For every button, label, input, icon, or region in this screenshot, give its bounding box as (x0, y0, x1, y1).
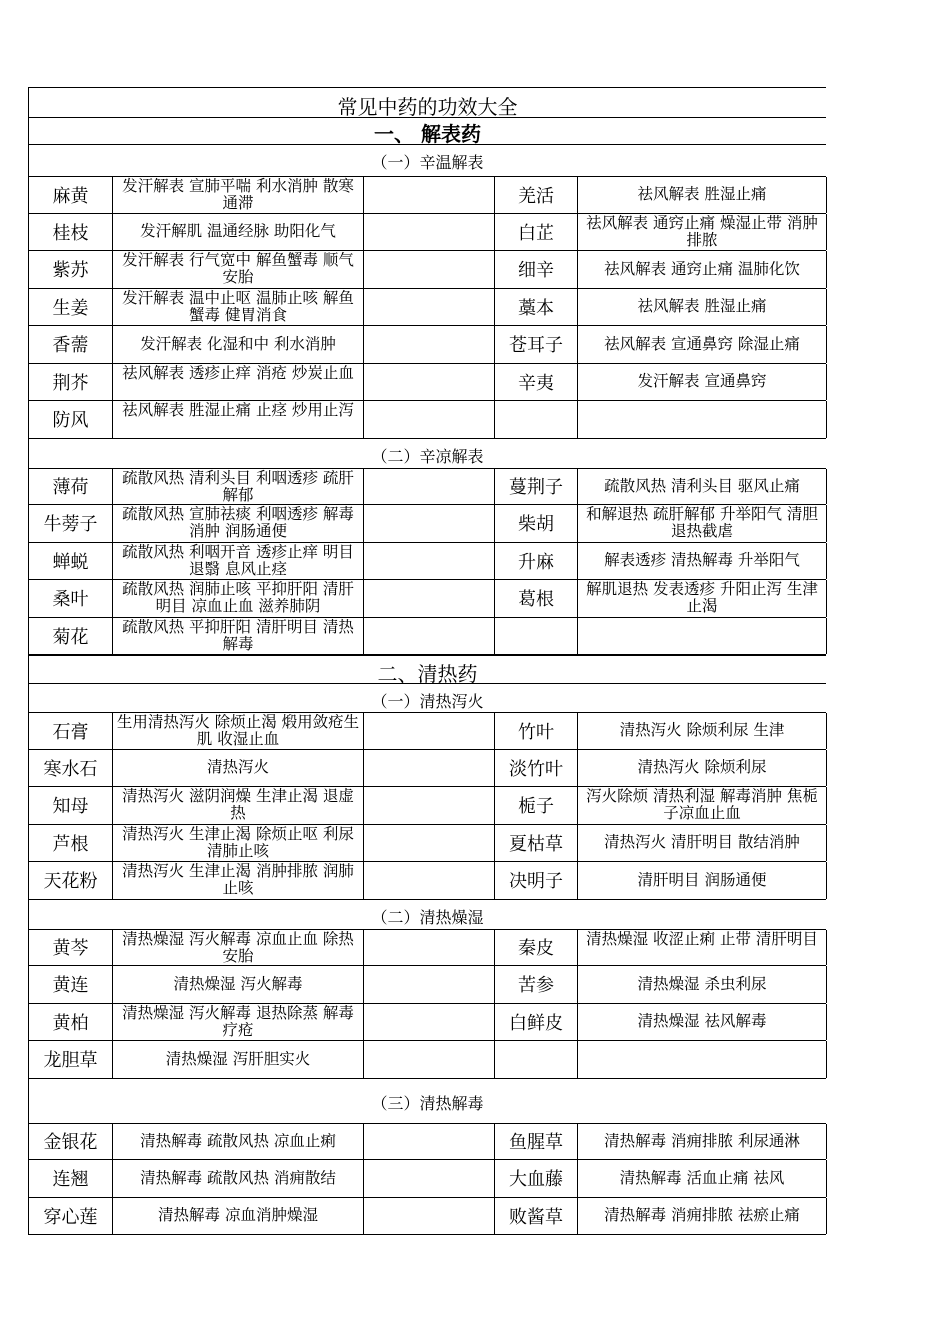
blank-cell (363, 177, 494, 213)
herb-efficacy (577, 618, 827, 655)
herb-row (28, 176, 826, 214)
group-heading-row (28, 684, 826, 712)
herb-efficacy: 发汗解表 宣通鼻窍 (577, 364, 827, 401)
herb-name: 竹叶 (494, 713, 577, 749)
herb-efficacy: 解表透疹 清热解毒 升举阳气 (577, 543, 827, 580)
herb-name: 防风 (52, 410, 89, 432)
herb-name: 芦根 (52, 833, 89, 855)
herb-efficacy: 疏散风热 利咽开音 透疹止痒 明目退翳 息风止痉 (112, 543, 363, 580)
herb-name: 桂枝 (52, 222, 89, 244)
section-heading-row (28, 655, 826, 684)
herb-name: 夏枯草 (494, 825, 577, 862)
herb-efficacy: 清热燥湿 泻火解毒 退热除蒸 解毒疗疮 (112, 1004, 363, 1041)
herb-row (28, 787, 826, 825)
herb-efficacy: 祛风解表 通窍止痛 燥湿止带 消肿排脓 (577, 214, 827, 251)
herb-name: 桑叶 (52, 589, 89, 611)
herb-row (28, 862, 826, 900)
herb-efficacy: 清热泻火 清肝明目 散结消肿 (577, 825, 827, 862)
section-heading-row (28, 117, 826, 145)
herb-row (28, 750, 826, 788)
herb-efficacy: 疏散风热 平抑肝阳 清肝明目 清热解毒 (112, 618, 363, 655)
group-heading: （三）清热解毒 (371, 1093, 484, 1113)
herb-efficacy: 清热燥湿 收涩止痢 止带 清肝明目 (577, 930, 827, 966)
group-heading: （二）清热燥湿 (371, 907, 484, 927)
blank-cell (363, 326, 494, 363)
herb-name: 牛蒡子 (43, 514, 98, 536)
herb-name: 葛根 (494, 580, 577, 617)
blank-cell (363, 966, 494, 1003)
herb-name: 升麻 (494, 543, 577, 580)
herb-name (494, 618, 577, 655)
herb-efficacy: 和解退热 疏肝解郁 升举阳气 清胆退热截虐 (577, 505, 827, 542)
herb-row (28, 712, 826, 750)
herb-efficacy (577, 1041, 827, 1078)
herb-efficacy: 清热泻火 除烦利尿 (577, 750, 827, 787)
blank-cell (363, 825, 494, 862)
blank-cell (363, 469, 494, 505)
herb-name: 大血藤 (494, 1160, 577, 1197)
herb-name: 细辛 (494, 251, 577, 288)
herb-row (28, 289, 826, 327)
herb-efficacy (577, 401, 827, 438)
blank-cell (363, 787, 494, 824)
herb-efficacy: 祛风解表 透疹止痒 消疮 炒炭止血 (112, 364, 363, 401)
section-heading: 二、清热药 (377, 662, 478, 686)
herb-efficacy: 清肝明目 润肠通便 (577, 862, 827, 899)
herb-efficacy: 清热燥湿 泻肝胆实火 (112, 1041, 363, 1078)
herb-efficacy: 发汗解肌 温通经脉 助阳化气 (112, 214, 363, 251)
herb-name: 穿心莲 (43, 1206, 98, 1228)
herb-row (28, 1123, 826, 1161)
herb-efficacy: 发汗解表 温中止呕 温肺止咳 解鱼蟹毒 健胃消食 (112, 289, 363, 326)
blank-cell (363, 251, 494, 288)
blank-cell (363, 364, 494, 401)
herb-row (28, 251, 826, 289)
herb-name: 栀子 (494, 787, 577, 824)
group-heading-row (28, 439, 826, 468)
herb-efficacy: 祛风解表 胜湿止痛 (577, 289, 827, 326)
blank-cell (363, 289, 494, 326)
blank-cell (363, 750, 494, 787)
herb-row (28, 326, 826, 364)
herb-efficacy-sheet (28, 87, 826, 1235)
herb-row (28, 618, 826, 656)
herb-name: 黄柏 (52, 1012, 89, 1034)
herb-name: 决明子 (494, 862, 577, 899)
blank-cell (363, 713, 494, 749)
herb-name: 荆芥 (52, 372, 89, 394)
herb-name: 藁本 (494, 289, 577, 326)
herb-efficacy: 清热燥湿 杀虫利尿 (577, 966, 827, 1003)
blank-cell (363, 1004, 494, 1041)
herb-name: 天花粉 (43, 871, 98, 893)
herb-efficacy: 清热解毒 疏散风热 消痈散结 (112, 1160, 363, 1197)
herb-efficacy: 清热燥湿 泻火解毒 (112, 966, 363, 1003)
herb-efficacy: 清热泻火 生津止渴 除烦止呕 利尿 清肺止咳 (112, 825, 363, 862)
herb-efficacy: 泻火除烦 清热利湿 解毒消肿 焦栀子凉血止血 (577, 787, 827, 824)
herb-name: 蔓荆子 (494, 469, 577, 505)
herb-name: 麻黄 (52, 185, 89, 207)
blank-cell (363, 401, 494, 438)
herb-efficacy: 清热泻火 除烦利尿 生津 (577, 713, 827, 749)
herb-name (494, 401, 577, 438)
sheet-title: 常见中药的功效大全 (337, 95, 518, 119)
herb-efficacy: 发汗解表 化湿和中 利水消肿 (112, 326, 363, 363)
herb-row (28, 214, 826, 252)
herb-row (28, 543, 826, 581)
herb-efficacy: 生用清热泻火 除烦止渴 煅用敛疮生肌 收湿止血 (112, 713, 363, 749)
herb-name: 寒水石 (43, 758, 98, 780)
herb-efficacy: 清热泻火 滋阴润燥 生津止渴 退虚热 (112, 787, 363, 824)
herb-row (28, 929, 826, 967)
herb-efficacy: 疏散风热 润肺止咳 平抑肝阳 清肝明目 凉血止血 滋养肺阴 (112, 580, 363, 617)
herb-name: 柴胡 (494, 505, 577, 542)
herb-row (28, 1160, 826, 1198)
herb-row (28, 825, 826, 863)
herb-efficacy: 祛风解表 胜湿止痛 止痉 炒用止泻 (112, 401, 363, 438)
herb-name: 金银花 (43, 1132, 98, 1154)
herb-name: 龙胆草 (43, 1050, 98, 1072)
group-heading: （一）清热泻火 (371, 692, 484, 711)
herb-name: 败酱草 (494, 1198, 577, 1235)
group-heading-row (28, 145, 826, 176)
herb-efficacy: 清热泻火 (112, 750, 363, 787)
blank-cell (363, 214, 494, 251)
herb-efficacy: 疏散风热 清利头目 驱风止痛 (577, 469, 827, 505)
herb-efficacy: 疏散风热 清利头目 利咽透疹 疏肝解郁 (112, 469, 363, 505)
blank-cell (363, 1198, 494, 1235)
herb-efficacy: 发汗解表 行气宽中 解鱼蟹毒 顺气安胎 (112, 251, 363, 288)
herb-row (28, 468, 826, 506)
herb-name: 生姜 (52, 297, 89, 319)
herb-row (28, 966, 826, 1004)
herb-efficacy: 祛风解表 胜湿止痛 (577, 177, 827, 213)
herb-name: 黄连 (52, 975, 89, 997)
title-row (28, 87, 826, 117)
herb-efficacy: 清热泻火 生津止渴 消肿排脓 润肺止咳 (112, 862, 363, 899)
blank-cell (363, 618, 494, 655)
herb-name: 苦参 (494, 966, 577, 1003)
herb-row (28, 1041, 826, 1079)
herb-efficacy: 祛风解表 宣通鼻窍 除湿止痛 (577, 326, 827, 363)
herb-efficacy: 疏散风热 宣肺祛痰 利咽透疹 解毒消肿 润肠通便 (112, 505, 363, 542)
herb-name: 薄荷 (52, 477, 89, 499)
herb-row (28, 580, 826, 618)
herb-efficacy: 清热解毒 消痈排脓 祛瘀止痛 (577, 1198, 827, 1235)
group-heading: （一）辛温解表 (371, 153, 484, 172)
herb-name: 苍耳子 (494, 326, 577, 363)
blank-cell (363, 543, 494, 580)
herb-row (28, 1198, 826, 1236)
blank-cell (363, 1124, 494, 1160)
herb-efficacy: 清热燥湿 祛风解毒 (577, 1004, 827, 1041)
herb-efficacy: 祛风解表 通窍止痛 温肺化饮 (577, 251, 827, 288)
blank-cell (363, 930, 494, 966)
herb-row (28, 505, 826, 543)
herb-efficacy: 清热解毒 活血止痛 祛风 (577, 1160, 827, 1197)
herb-efficacy: 清热解毒 疏散风热 凉血止痢 (112, 1124, 363, 1160)
herb-name: 知母 (52, 796, 89, 818)
herb-name: 菊花 (52, 626, 89, 648)
herb-efficacy: 发汗解表 宣肺平喘 利水消肿 散寒通滞 (112, 177, 363, 213)
blank-cell (363, 862, 494, 899)
herb-name: 紫苏 (52, 260, 89, 282)
herb-name: 淡竹叶 (494, 750, 577, 787)
herb-row (28, 1004, 826, 1042)
herb-row (28, 364, 826, 402)
section-heading: 一、 解表药 (374, 122, 481, 146)
blank-cell (363, 580, 494, 617)
group-heading: （二）辛凉解表 (371, 446, 484, 466)
group-heading-row (28, 1079, 826, 1123)
herb-name: 羌活 (494, 177, 577, 213)
herb-efficacy: 清热解毒 凉血消肿燥湿 (112, 1198, 363, 1235)
herb-name: 辛夷 (494, 364, 577, 401)
herb-efficacy: 解肌退热 发表透疹 升阳止泻 生津止渴 (577, 580, 827, 617)
herb-name: 鱼腥草 (494, 1124, 577, 1160)
group-heading-row (28, 900, 826, 929)
herb-efficacy: 清热解毒 消痈排脓 利尿通淋 (577, 1124, 827, 1160)
blank-cell (363, 1041, 494, 1078)
blank-cell (363, 505, 494, 542)
herb-name: 香薷 (52, 335, 89, 357)
herb-name: 连翘 (52, 1169, 89, 1191)
herb-name: 白芷 (494, 214, 577, 251)
herb-name (494, 1041, 577, 1078)
herb-name: 黄芩 (52, 938, 89, 960)
herb-efficacy: 清热燥湿 泻火解毒 凉血止血 除热安胎 (112, 930, 363, 966)
blank-cell (363, 1160, 494, 1197)
herb-name: 白鲜皮 (494, 1004, 577, 1041)
herb-row (28, 401, 826, 439)
herb-name: 蝉蜕 (52, 551, 89, 573)
herb-name: 秦皮 (494, 930, 577, 966)
herb-name: 石膏 (52, 721, 89, 743)
